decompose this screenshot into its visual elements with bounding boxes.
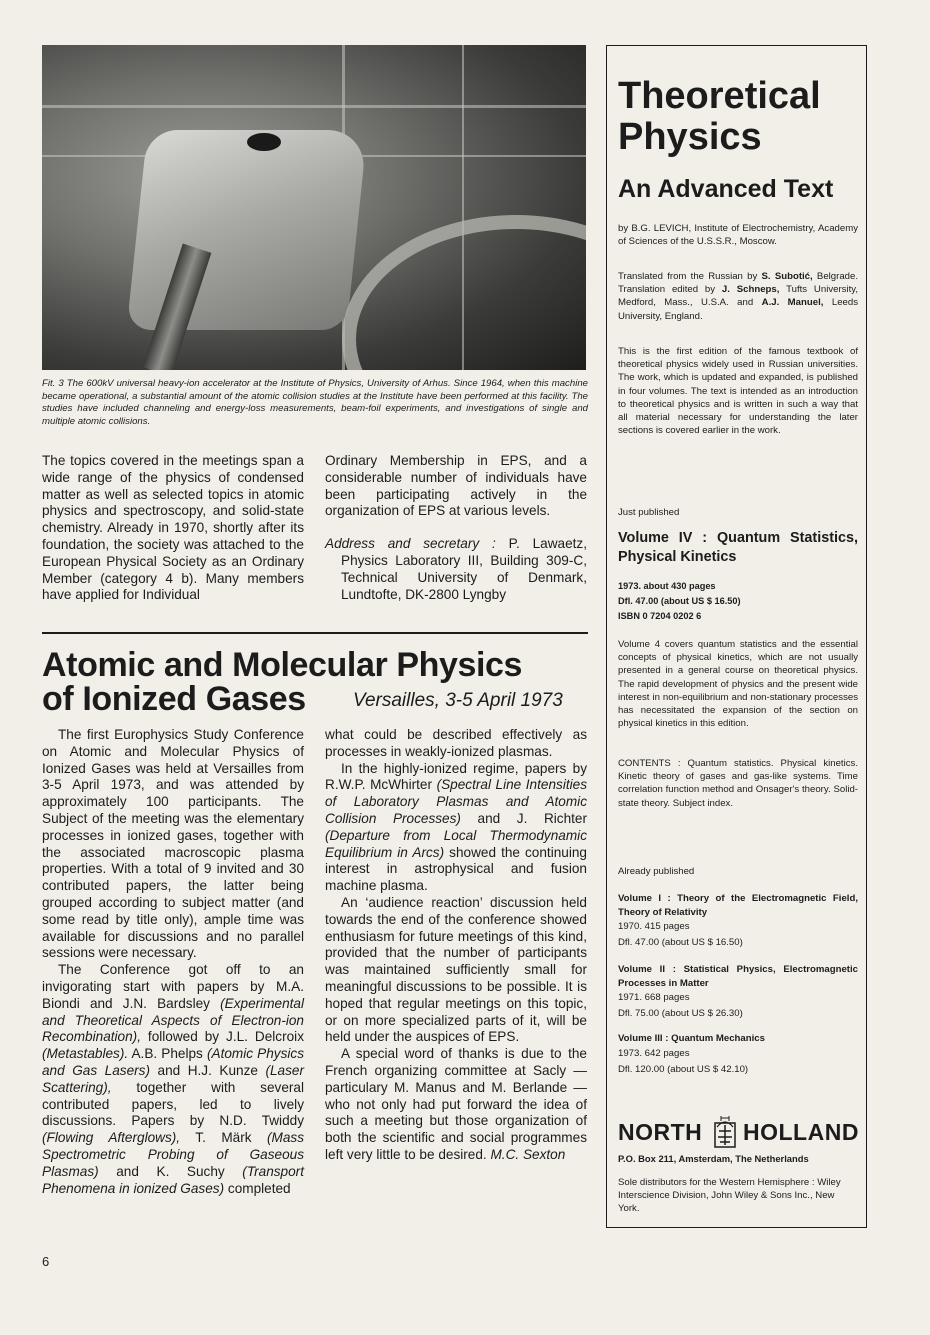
p4-text: In the highly-ionized regime, papers by R.W.P. McWhirter [325,760,587,793]
translator-name: S. Subotić, [761,271,813,282]
distributors: Sole distributors for the Western Hemisphere : Wiley Interscience Division, John Wiley & Sons Inc., New York. [618,1177,841,1215]
volume-4-contents: CONTENTS : Quantum statistics. Physical kinetics. Kinetic theory of gases and gas-like systems. Time correlation function method and Onsager's theory. Solid-state theory. Subject index. [618,758,858,809]
book-subtitle: An Advanced Text [618,175,834,203]
p4-text: showed the continuing interest in astrophysical and fusion machine plasma. [325,844,587,894]
volume-4-description: Volume 4 covers quantum statistics and the essential concepts of physical kinetics, which are not usually presented in a general course on theoretical physics. The rapid development of physics and the present wide interest in non-equilibrium and non-stationary processes has necessitated the expansion of the section on physical kinetics in this edition. [618,639,858,730]
figure-caption: Fit. 3 The 600kV universal heavy-ion accelerator at the Institute of Physics, University of Arhus. Since 1964, when this machine became operational, a substantial amount of the atomic collision studies at the Institute have been performed at this facility. The studies have included channeling and energy-loss measurements, beam-foil experiments, and investigations of single and multiple atomic collisions. [42,378,588,427]
article-column-1 [42,727,304,1197]
just-published-label: Just published [618,507,680,518]
p2-text: and H.J. Kunze [149,1062,266,1078]
p2-title: (Atomic Physics and Gas Lasers) [42,1046,304,1078]
volume-1-price: Dfl. 47.00 (about US $ 16.50) [618,937,743,948]
volume-3-title: Volume III : Quantum Mechanics [618,1033,765,1044]
p2-title: (Mass Spectrometric Probing of Gaseous Plasmas) [42,1130,305,1179]
eps-paragraph-1: The topics covered in the meetings span a wide range of the physics of condensed matter as well as selected topics in atomic physics and spectroscopy, and solid-state chemistry. Already in 1970, shortly after its foundation, the society was attached to the European Physical Society as an Ordinary Member (category 4 b). Many members have applied for Individual [42,453,304,603]
p2-title: (Laser Scattering), [42,1062,304,1095]
p2-text: followed by J.L. Delcroix [140,1029,304,1045]
eps-column-2 [325,453,587,603]
volume-3-price: Dfl. 120.00 (about US $ 42.10) [618,1063,749,1075]
north-holland-logo [618,1111,858,1151]
translator-name: A.J. Manuel, [761,297,824,309]
page-number: 6 [42,1254,50,1269]
book-description: This is the first edition of the famous textbook of theoretical physics widely used in Russian universities. The work, which is updated and expanded, is published in four volumes. The text is intended as an introduction to theoretical physics and is written in such a way that all material necessary for understanding the later sections is covered earlier in the work. [618,346,858,437]
p2-title: (Experimental and Theoretical Aspects of Electron-ion Recombination), [42,995,304,1045]
article-title-line-1: Atomic and Molecular Physics [42,646,523,684]
volume-4-title: Volume IV : Quantum Statistics, Physical Kinetics [618,530,858,565]
volume-2-pages: 1971. 668 pages [618,992,690,1003]
article-paragraph-1: The first Europhysics Study Conference on Atomic and Molecular Physics of Ionized Gases was held at Versailles from 3-5 April 1973, and was attended by approximately 100 participants. The Subject of the meeting was the elementary processes in ionized gases, together with the associated macroscopic plasma properties. With a total of 9 invited and 30 contributed papers, the latter being grouped according to subject matter (and some read by title only), ample time was available for discussions and no parallel sessions were necessary. [42,727,304,961]
volume-3-entry [618,1032,858,1078]
publisher-address: P.O. Box 211, Amsterdam, The Netherlands [618,1153,809,1164]
article-column-2 [325,727,587,1164]
tree-emblem-icon [709,1113,741,1149]
volume-4-price: Dfl. 47.00 (about US $ 16.50) [618,596,741,606]
section-divider [42,632,588,634]
article-paragraph-3: what could be described effectively as processes in weakly-ionized plasmas. [325,727,587,759]
address-text: P. Lawaetz, Physics Laboratory III, Building 309-C, Technical University of Denmark, Lundtofte, DK-2800 Lyngby [341,536,587,602]
book-translators [618,270,858,323]
p2-text: T. Märk [180,1130,267,1146]
book-title: Theoretical Physics [618,75,821,158]
p4-title: (Spectral Line Intensities of Laboratory Plasmas and Atomic Collision Processes) [325,777,587,826]
book-advertisement [606,45,867,1228]
article-dateline: Versailles, 3-5 April 1973 [353,690,563,711]
p2-text: completed [224,1180,291,1196]
p2-title: (Flowing Afterglows), [42,1130,181,1146]
volume-2-title: Volume II : Statistical Physics, Electromagnetic Processes in Matter [618,964,858,989]
p4-text: and J. Richter [460,810,587,826]
volume-3-pages: 1973. 642 pages [618,1047,690,1059]
volume-4-info [618,579,858,624]
translated-text: Leeds University, England. [618,297,858,322]
p4-title: (Departure from Local Thermodynamic Equilibrium in Arcs) [325,827,587,860]
volume-1-entry [618,892,858,951]
article-title-line-2: of Ionized Gases [42,680,306,718]
p6-text: A special word of thanks is due to the French organizing committee at Sacly — particulary M. Manus and M. Berlande — who not only had put forward the idea of such a meeting but those organization of both the scientific and social programmes left very little to be desired. [325,1046,587,1162]
volume-4-isbn: ISBN 0 7204 0202 6 [618,611,702,621]
eps-paragraph-2: Ordinary Membership in EPS, and a considerable number of individuals have been participating actively in the organization of EPS at various levels. [325,453,587,519]
accelerator-photo [42,45,586,370]
logo-holland: HOLLAND [743,1119,859,1145]
already-published-label: Already published [618,866,695,877]
volume-4-pages: 1973. about 430 pages [618,581,716,591]
logo-north: NORTH [618,1119,703,1145]
translated-text: Translated from the Russian by [618,271,762,282]
volume-2-price: Dfl. 75.00 (about US $ 26.30) [618,1008,743,1019]
eps-column-1 [42,453,304,604]
address-label: Address and secretary : [325,536,496,552]
article-paragraph-5: An ‘audience reaction’ discussion held towards the end of the conference showed enthusiasm for future meetings of this kind, provided that the number of participants was maintained sufficiently small for meaningful discussions to be possible. It is hoped that regular meetings on this topic, or on more specialized parts of it, will be held under the auspices of EPS. [325,894,587,1045]
p2-text: together with several contributed papers, led to lively discussions. Papers by N.D. Twiddy [42,1079,304,1129]
p2-text: The Conference got off to an invigorating start with papers by M.A. Biondi and J.N. Bardsley [42,962,304,1011]
article-paragraph-4 [325,761,587,895]
p2-text: A.B. Phelps [128,1046,207,1062]
p2-text: and K. Suchy [98,1163,243,1179]
translator-name: J. Schneps, [721,284,780,296]
article-paragraph-6 [325,1046,587,1164]
translated-text: Belgrade. Translation edited by [618,271,859,296]
volume-1-title: Volume I : Theory of the Electromagnetic Field, Theory of Relativity [618,893,858,918]
volume-1-pages: 1970. 415 pages [618,921,690,932]
eps-address [325,536,587,603]
signature: M.C. Sexton [490,1146,566,1162]
p2-title: (Metastables). [42,1046,129,1062]
book-author: by B.G. LEVICH, Institute of Electrochemistry, Academy of Sciences of the U.S.S.R., Moscow. [618,223,858,248]
translated-text: Tufts University, Medford, Mass., U.S.A. and [618,284,858,309]
p2-title: (Transport Phenomena in ionized Gases) [42,1163,304,1196]
article-paragraph-2 [42,962,304,1197]
volume-2-entry [618,963,858,1022]
